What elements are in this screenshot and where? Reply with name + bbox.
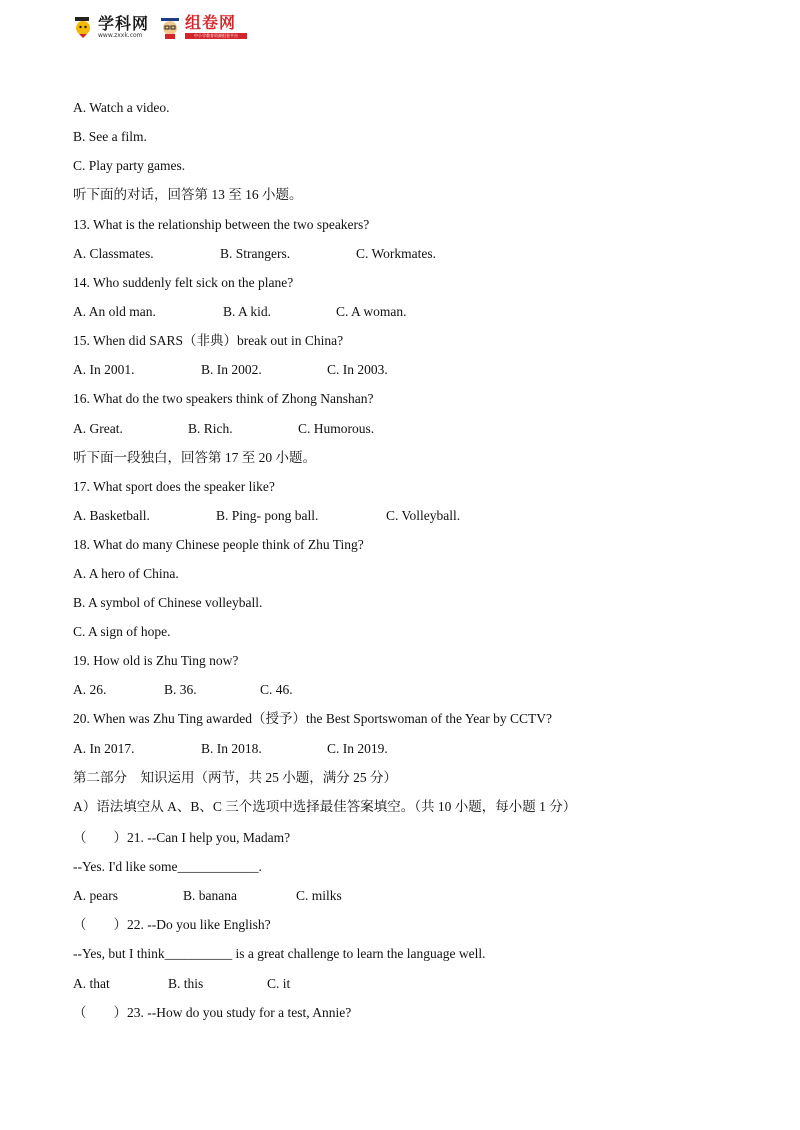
question-16: 16. What do the two speakers think of Zhong Nanshan? <box>73 391 374 406</box>
option-line: C. Play party games. <box>73 158 186 173</box>
option-a: A. 26. <box>73 682 107 697</box>
option-b: B. A kid. <box>223 304 272 319</box>
section-instruction: 听下面一段独白，回答第 17 至 20 小题。 <box>73 450 316 465</box>
section-instruction: A）语法填空从 A、B、C 三个选项中选择最佳答案填空。（共 10 小题，每小题 1 分） <box>73 799 577 814</box>
option-a: A. Classmates. <box>73 246 154 261</box>
option-b: B. banana <box>183 888 237 903</box>
zujuan-logo <box>159 15 247 39</box>
option-a: A. An old man. <box>73 304 156 319</box>
question-23: （ ）23. --How do you study for a test, Annie? <box>73 1005 352 1020</box>
section-instruction: 听下面的对话，回答第 13 至 16 小题。 <box>73 187 303 202</box>
option-b: B. 36. <box>164 682 197 697</box>
logo1-subtitle: www.zxxk.com <box>98 31 143 39</box>
option-a: A. In 2001. <box>73 362 135 377</box>
option-c: C. In 2003. <box>327 362 388 377</box>
option-b: B. In 2018. <box>201 741 262 756</box>
question-13: 13. What is the relationship between the two speakers? <box>73 217 370 232</box>
option-line: B. See a film. <box>73 129 147 144</box>
option-a: A. Great. <box>73 421 123 436</box>
option-line: A. A hero of China. <box>73 566 179 581</box>
option-b: B. In 2002. <box>201 362 262 377</box>
logo2-title: 组卷网 <box>185 13 237 32</box>
option-b: B. Strangers. <box>220 246 291 261</box>
option-line: C. A sign of hope. <box>73 624 171 639</box>
question-20: 20. When was Zhu Ting awarded（授予）the Best Sportswoman of the Year by CCTV? <box>73 711 552 726</box>
option-b: B. Ping- pong ball. <box>216 508 319 523</box>
option-c: C. Volleyball. <box>386 508 461 523</box>
question-21: （ ）21. --Can I help you, Madam? <box>73 830 291 845</box>
option-c: C. In 2019. <box>327 741 388 756</box>
logo1-title: 学科网 <box>98 13 150 33</box>
question-22: （ ）22. --Do you like English? <box>73 917 271 932</box>
option-c: C. A woman. <box>336 304 407 319</box>
question-15: 15. When did SARS（非典）break out in China? <box>73 333 344 348</box>
student-icon <box>159 15 181 39</box>
option-b: B. Rich. <box>188 421 233 436</box>
option-a: A. In 2017. <box>73 741 135 756</box>
option-c: C. milks <box>296 888 342 903</box>
part-heading: 第二部分 知识运用（两节，共 25 小题，满分 25 分） <box>73 770 397 785</box>
question-19: 19. How old is Zhu Ting now? <box>73 653 239 668</box>
option-b: B. this <box>168 976 204 991</box>
option-a: A. that <box>73 976 110 991</box>
option-a: A. Basketball. <box>73 508 150 523</box>
option-c: C. Workmates. <box>356 246 437 261</box>
question-17: 17. What sport does the speaker like? <box>73 479 275 494</box>
option-c: C. Humorous. <box>298 421 375 436</box>
logo2-subtitle: 中小学教育资源组卷平台 <box>185 33 247 39</box>
header-logos <box>72 12 247 42</box>
question-18: 18. What do many Chinese people think of Zhu Ting? <box>73 537 364 552</box>
option-line: B. A symbol of Chinese volleyball. <box>73 595 263 610</box>
option-line: A. Watch a video. <box>73 100 170 115</box>
question-22-response: --Yes, but I think__________ is a great challenge to learn the language well. <box>73 946 486 961</box>
zxxk-logo <box>72 15 149 39</box>
question-21-response: --Yes. I'd like some____________. <box>73 859 262 874</box>
mascot-icon <box>72 15 94 39</box>
question-14: 14. Who suddenly felt sick on the plane? <box>73 275 294 290</box>
option-c: C. 46. <box>260 682 293 697</box>
option-c: C. it <box>267 976 291 991</box>
option-a: A. pears <box>73 888 118 903</box>
